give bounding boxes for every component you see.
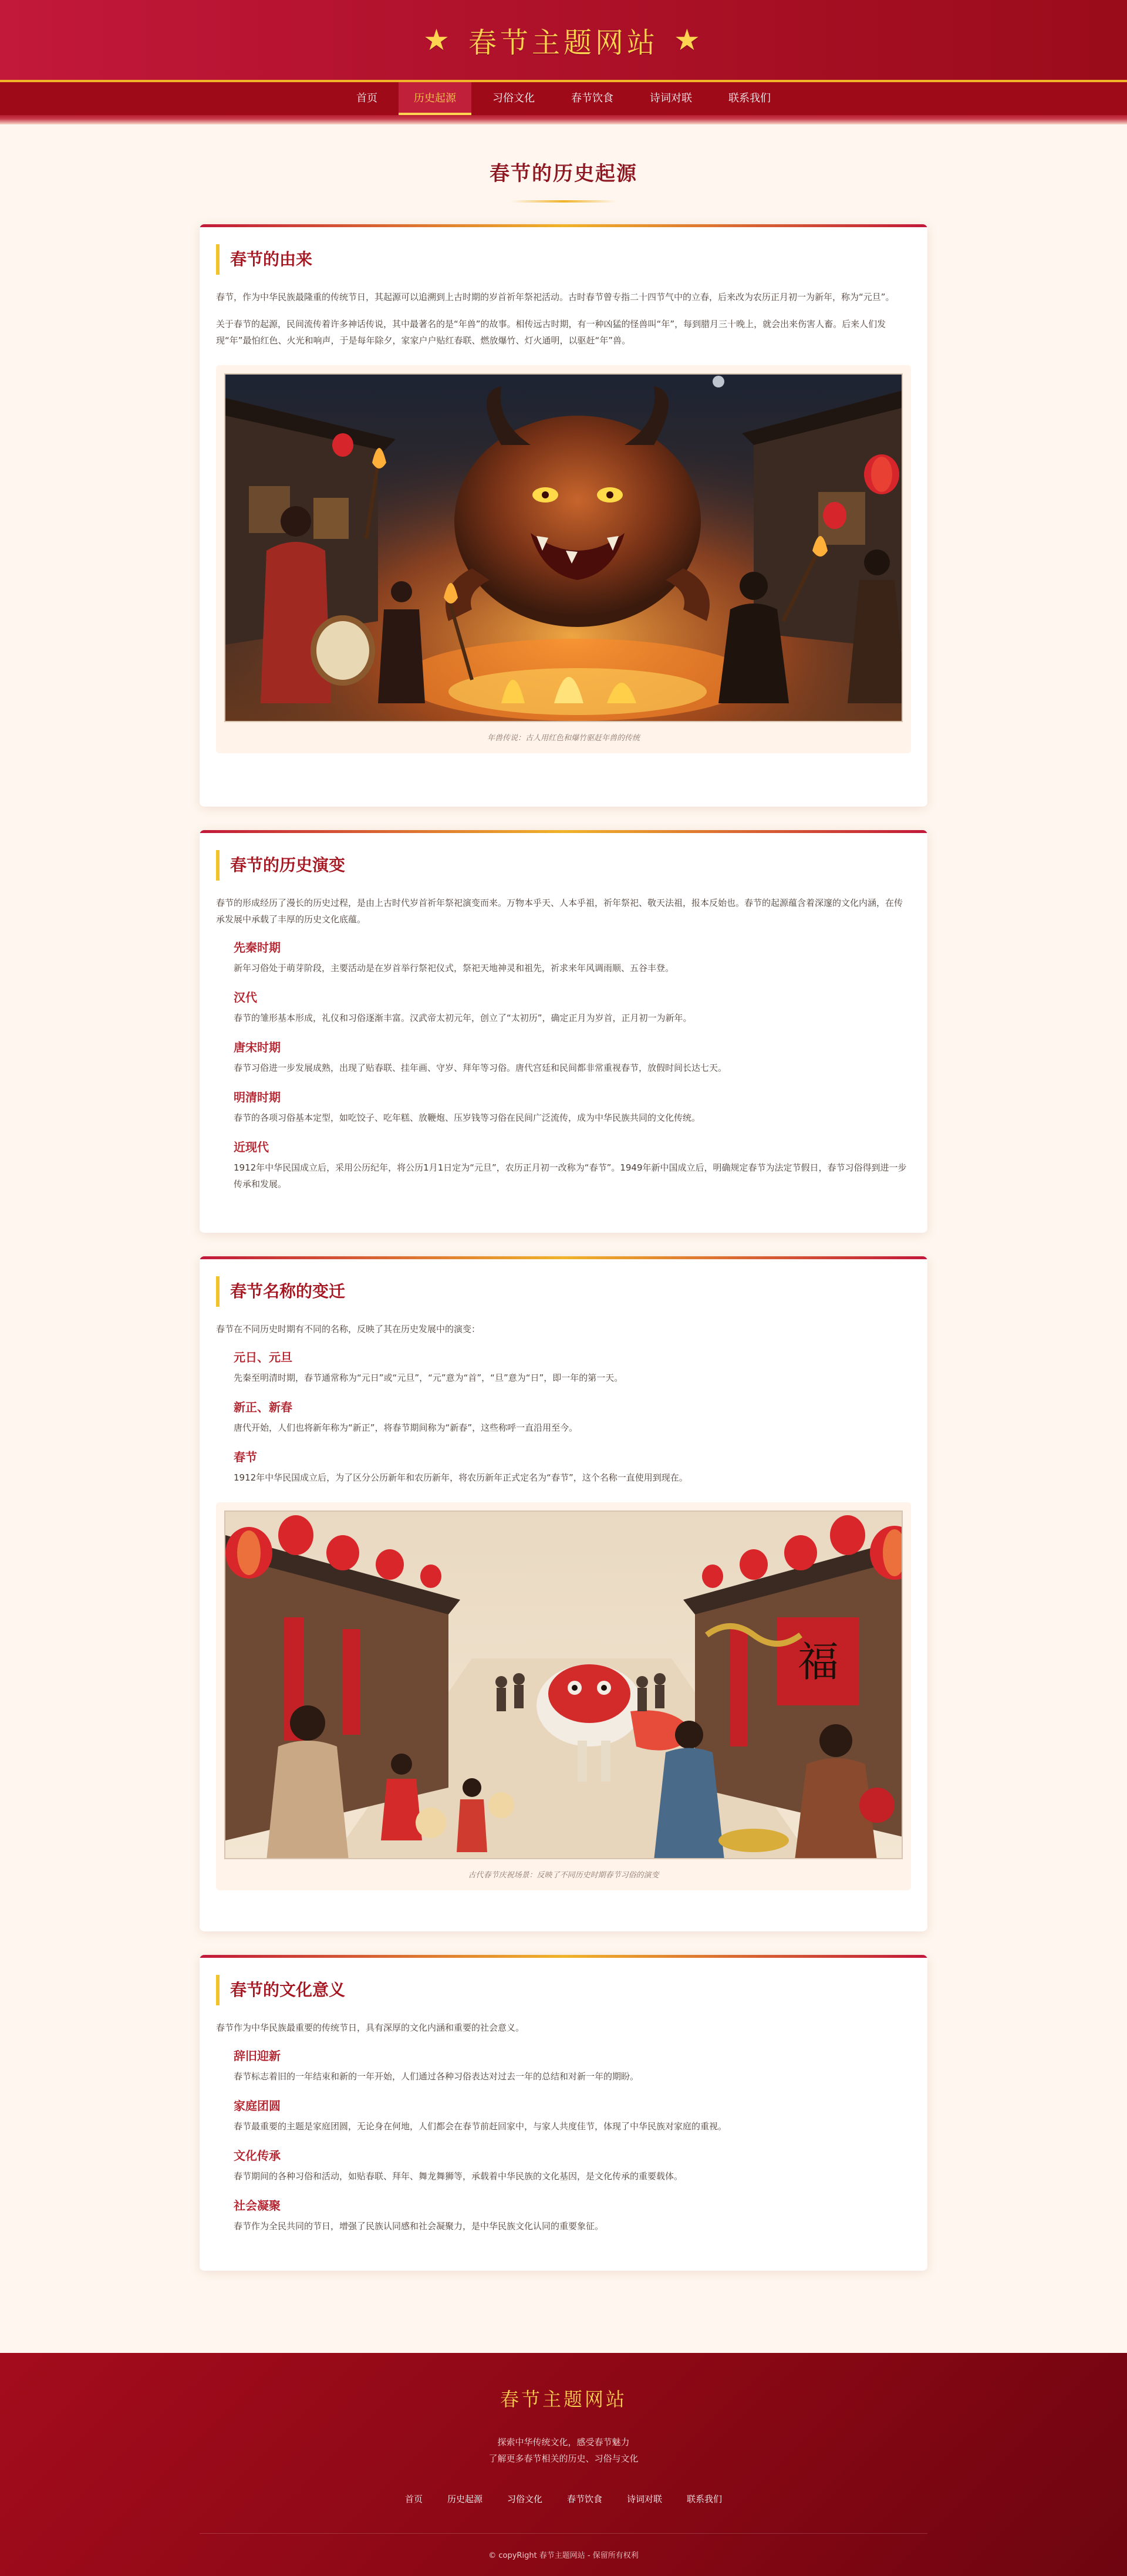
footer-tagline-line: 探索中华传统文化，感受春节魅力 (497, 2437, 630, 2447)
nav-contact[interactable]: 联系我们 (728, 92, 771, 104)
nav-food[interactable]: 春节饮食 (571, 92, 613, 104)
period-text: 春节习俗进一步发展成熟，出现了贴春联、挂年画、守岁、拜年等习俗。唐代宫廷和民间都非常重视春节，放假时间长达七天。 (234, 1063, 727, 1073)
section-origin (200, 224, 927, 807)
period-text: 1912年中华民国成立后，采用公历纪年，将公历1月1日定为“元旦”，农历正月初一改称为“春节”。1949年新中国成立后，明确规定春节为法定节假日，春节习俗得到进一步传承和发展。 (234, 1162, 907, 1189)
period-title: 汉代 (234, 990, 257, 1004)
meaning-title: 辞旧迎新 (234, 2049, 281, 2063)
section-meaning (200, 1955, 927, 2271)
meaning-text: 春节作为全民共同的节日，增强了民族认同感和社会凝聚力，是中华民族文化认同的重要象征。 (234, 2221, 604, 2231)
period-title: 近现代 (234, 1140, 269, 1154)
copyright-text: © copyRight 春节主题网站 - 保留所有权利 (488, 2551, 639, 2560)
nav-customs[interactable]: 习俗文化 (492, 92, 535, 104)
period-text: 春节的雏形基本形成，礼仪和习俗逐渐丰富。汉武帝太初元年，创立了“太初历”，确定正月为岁首，正月初一为新年。 (234, 1013, 692, 1023)
name-text: 1912年中华民国成立后，为了区分公历新年和农历新年，将农历新年正式定名为“春节”，这个名称一直使用到现在。 (234, 1472, 688, 1483)
meaning-text: 春节最重要的主题是家庭团圆，无论身在何地，人们都会在春节前赶回家中，与家人共度佳节，体现了中华民族对家庭的重视。 (234, 2121, 727, 2132)
paragraph: 春节，作为中华民族最隆重的传统节日，其起源可以追溯到上古时期的岁首祈年祭祀活动。古时春节曾专指二十四节气中的立春，后来改为农历正月初一为新年，称为“元旦”。 (216, 292, 895, 302)
meaning-title: 文化传承 (234, 2149, 281, 2163)
footer-nav-poetry[interactable]: 诗词对联 (627, 2494, 663, 2504)
star-icon-left: ★ (423, 23, 453, 57)
paragraph: 春节在不同历史时期有不同的名称，反映了其在历史发展中的演变： (216, 1324, 481, 1334)
name-title: 新正、新春 (234, 1400, 292, 1414)
period-title: 先秦时期 (234, 940, 281, 955)
page-title: 春节的历史起源 (490, 162, 637, 186)
nav-home[interactable]: 首页 (356, 92, 377, 104)
figure-caption: 年兽传说：古人用红色和爆竹驱赶年兽的传统 (487, 734, 640, 743)
figure-nian-beast (216, 365, 911, 753)
period-text: 新年习俗处于萌芽阶段，主要活动是在岁首举行祭祀仪式，祭祀天地神灵和祖先，祈求来年风调雨顺、五谷丰登。 (234, 963, 674, 973)
svg-text:福: 福 (798, 1638, 839, 1686)
name-title: 春节 (234, 1450, 257, 1464)
period-text: 春节的各项习俗基本定型，如吃饺子、吃年糕、放鞭炮、压岁钱等习俗在民间广泛流传，成为中华民族共同的文化传统。 (234, 1112, 701, 1123)
paragraph: 关于春节的起源，民间流传着许多神话传说，其中最著名的是“年兽”的故事。相传远古时期，有一种凶猛的怪兽叫“年”，每到腊月三十晚上，就会出来伤害人畜。后来人们发现“年”最怕红色、火光和响声，于是每年除夕，家家户户贴红春联、燃放爆竹、灯火通明，以驱赶“年”兽。 (216, 319, 886, 346)
site-title-text: 春节主题网站 (468, 26, 659, 59)
footer-nav-contact[interactable]: 联系我们 (687, 2494, 723, 2504)
section-title: 春节名称的变迁 (216, 1276, 911, 1307)
period-title: 唐宋时期 (234, 1040, 281, 1054)
footer-nav-history[interactable]: 历史起源 (447, 2494, 482, 2504)
footer-tagline-line: 了解更多春节相关的历史、习俗与文化 (488, 2453, 639, 2464)
site-title (423, 20, 704, 60)
footer-title: 春节主题网站 (500, 2388, 627, 2410)
celebration-illustration (224, 1510, 903, 1859)
section-names (200, 1256, 927, 1931)
footer-nav-food[interactable]: 春节饮食 (567, 2494, 603, 2504)
meaning-title: 家庭团圆 (234, 2099, 281, 2113)
footer-nav-home[interactable]: 首页 (404, 2494, 423, 2504)
celebration-image (225, 1512, 903, 1859)
name-text: 唐代开始，人们也将新年称为“新正”，将春节期间称为“新春”，这些称呼一直沿用至今。 (234, 1422, 578, 1433)
footer-nav-customs[interactable]: 习俗文化 (507, 2494, 542, 2504)
section-evolution (200, 830, 927, 1233)
footer-nav (0, 2493, 1127, 2505)
name-text: 先秦至明清时期，春节通常称为“元日”或“元旦”，“元”意为“首”，“旦”意为“日”，即一年的第一天。 (234, 1373, 623, 1383)
section-title: 春节的由来 (216, 244, 911, 275)
footer-divider (200, 2533, 927, 2534)
title-band (0, 0, 1127, 80)
page-title-underline (511, 200, 616, 203)
paragraph: 春节作为中华民族最重要的传统节日，具有深厚的文化内涵和重要的社会意义。 (216, 2022, 525, 2033)
nav-history[interactable]: 历史起源 (399, 82, 471, 115)
nav-poetry[interactable]: 诗词对联 (650, 92, 692, 104)
meaning-text: 春节标志着旧的一年结束和新的一年开始，人们通过各种习俗表达对过去一年的总结和对新一年的期盼。 (234, 2071, 639, 2082)
meaning-text: 春节期间的各种习俗和活动，如贴春联、拜年、舞龙舞狮等，承载着中华民族的文化基因，是文化传承的重要载体。 (234, 2171, 683, 2181)
figure-caption: 古代春节庆祝场景：反映了不同历史时期春节习俗的演变 (468, 1871, 659, 1880)
meaning-title: 社会凝聚 (234, 2199, 281, 2213)
period-title: 明清时期 (234, 1090, 281, 1104)
paragraph: 春节的形成经历了漫长的历史过程，是由上古时代岁首祈年祭祀演变而来。万物本乎天、人本乎祖，祈年祭祀、敬天法祖，报本反始也。春节的起源蕴含着深邃的文化内涵，在传承发展中承载了丰厚的历史文化底蕴。 (216, 898, 903, 925)
site-footer (0, 2353, 1127, 2576)
nian-beast-illustration (224, 373, 903, 722)
main-nav (0, 82, 1127, 115)
name-title: 元日、元旦 (234, 1350, 292, 1364)
nian-beast-image (225, 375, 903, 722)
section-title: 春节的文化意义 (216, 1975, 911, 2005)
site-header (0, 0, 1127, 124)
section-title: 春节的历史演变 (216, 850, 911, 881)
footer-tagline (0, 2434, 1127, 2467)
star-icon-right: ★ (674, 23, 704, 57)
page-header (0, 124, 1127, 214)
figure-ancient-celebration (216, 1502, 911, 1890)
nav-bottom-band (0, 115, 1127, 124)
